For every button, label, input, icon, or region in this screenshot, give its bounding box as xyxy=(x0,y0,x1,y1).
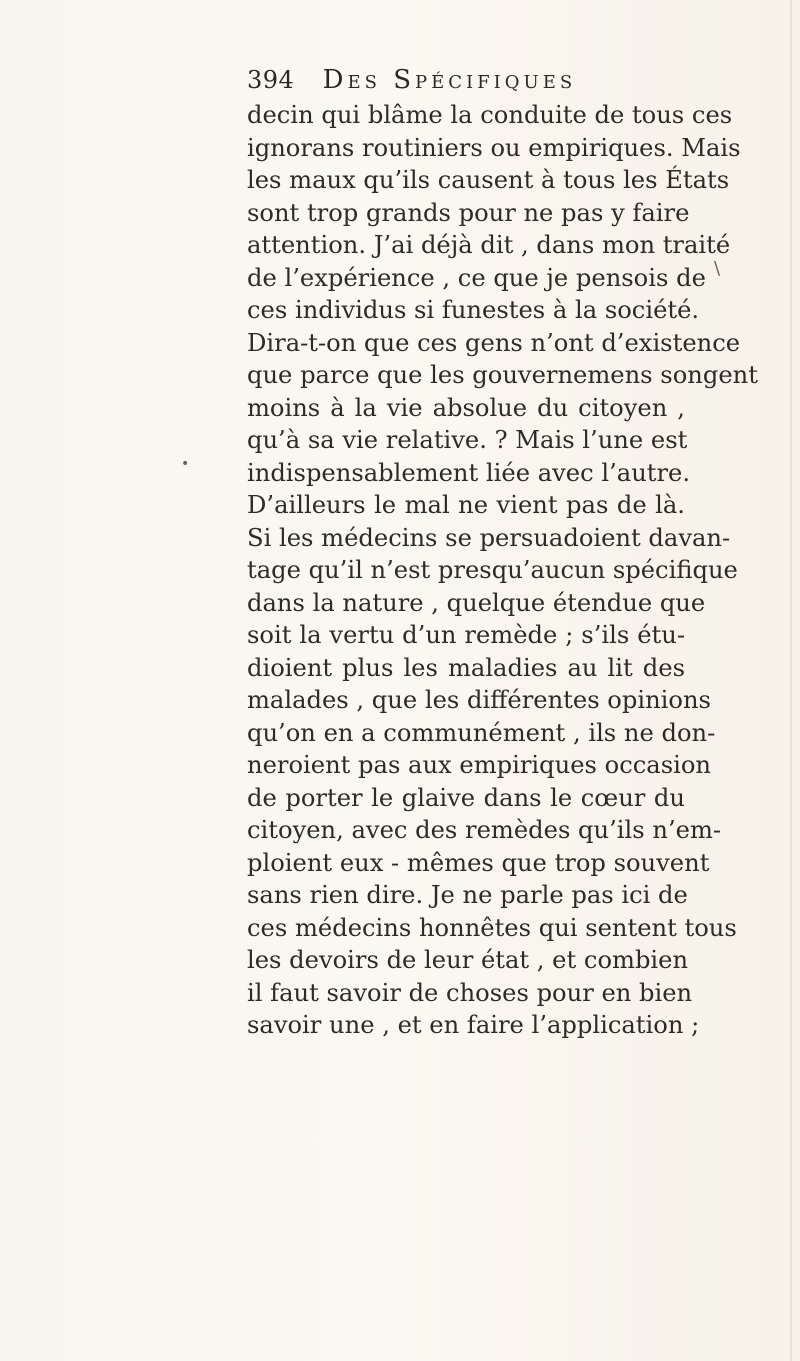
text-line: que parce que les gouvernemens songent xyxy=(247,361,758,389)
running-title: Des Spécifiques xyxy=(322,65,577,95)
text-line: ces individus si funestes à la société. xyxy=(247,296,700,324)
text-line: de l’expérience , ce que je pensois de xyxy=(247,263,706,292)
text-line: soit la vertu d’un remède ; s’ils étu- xyxy=(247,621,685,649)
text-line: dioient plus les maladies au lit des xyxy=(247,653,685,682)
page-header xyxy=(247,62,707,98)
text-line: ignorans routiniers ou empiriques. Mais xyxy=(247,133,741,162)
body-text xyxy=(247,99,758,1042)
text-line: qu’à sa vie relative. ? Mais l’une est xyxy=(247,426,688,454)
text-line: sont trop grands pour ne pas y faire xyxy=(247,198,690,227)
text-line: attention. J’ai déjà dit , dans mon traité xyxy=(247,231,731,259)
text-line: moins à la vie absolue du citoyen , xyxy=(247,393,685,422)
margin-mark: \ xyxy=(714,258,721,279)
text-line: ploient eux - mêmes que trop souvent xyxy=(247,848,710,877)
text-line: indispensablement liée avec l’autre. xyxy=(247,458,691,487)
text-line: D’ailleurs le mal ne vient pas de là. xyxy=(247,491,685,519)
text-line: malades , que les différentes opinions xyxy=(247,686,711,714)
text-line: citoyen, avec des remèdes qu’ils n’em- xyxy=(247,816,722,844)
page-edge xyxy=(790,0,792,1361)
text-line: Dira-t-on que ces gens n’ont d’existence xyxy=(247,328,741,357)
text-line: les maux qu’ils causent à tous les États xyxy=(247,166,730,194)
text-line: decin qui blâme la conduite de tous ces xyxy=(247,101,733,129)
text-line: dans la nature , quelque étendue que xyxy=(247,588,706,617)
page-number: 394 xyxy=(247,66,295,94)
text-line: qu’on en a communément , ils ne don- xyxy=(247,718,716,747)
text-line: Si les médecins se persuadoient davan- xyxy=(247,523,731,552)
text-line: de porter le glaive dans le cœur du xyxy=(247,783,685,812)
text-line: ces médecins honnêtes qui sentent tous xyxy=(247,913,737,942)
text-line: neroient pas aux empiriques occasion xyxy=(247,751,711,779)
text-line: il faut savoir de choses pour en bien xyxy=(247,978,693,1007)
text-line: savoir une , et en faire l’application ; xyxy=(247,1011,700,1039)
text-line: sans rien dire. Je ne parle pas ici de xyxy=(247,881,688,909)
text-line: tage qu’il n’est presqu’aucun spécifique xyxy=(247,556,738,584)
text-line: les devoirs de leur état , et combien xyxy=(247,946,689,974)
bullet-mark: • xyxy=(181,456,190,472)
